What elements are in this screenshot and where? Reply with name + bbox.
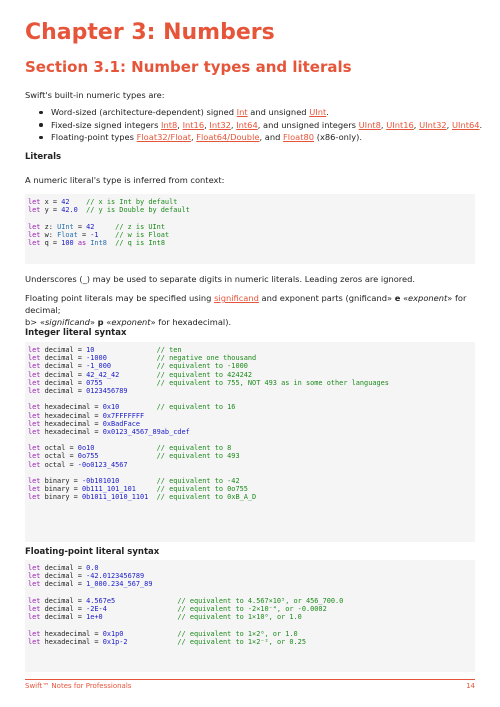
- footer-book-title: Swift™ Notes for Professionals: [25, 682, 132, 690]
- code-line: [28, 452, 475, 460]
- code-token: hexadecimal =: [40, 419, 103, 428]
- code-token: let: [28, 613, 41, 622]
- code-token: -0b101010: [81, 477, 120, 485]
- code-token: 0b111_101_101: [81, 485, 136, 494]
- link-float80[interactable]: Float80: [283, 132, 315, 142]
- code-line: [28, 589, 475, 597]
- code-token: // equivalent to 0o755: [135, 485, 248, 494]
- code-token: // equivalent to -2×10⁻⁴, or -0.0002: [106, 604, 327, 613]
- code-token: // equivalent to 1×10⁰, or 1.0: [102, 613, 302, 622]
- code-line: [28, 605, 475, 613]
- code-line: [28, 621, 475, 629]
- code-token: // equivalent to 16: [119, 403, 236, 412]
- code-token: w:: [40, 230, 58, 239]
- code-line: [28, 371, 475, 379]
- code-line: [28, 493, 475, 501]
- integer-syntax-heading: Integer literal syntax: [25, 328, 127, 338]
- code-line: [28, 444, 475, 452]
- code-token: 42: [61, 198, 70, 206]
- code-token: 0x1p-2: [102, 637, 128, 646]
- code-token: let: [28, 444, 41, 453]
- code-token: let: [28, 477, 41, 485]
- underscores-text: Underscores (_) may be used to separate digits in numeric literals. Leading zeros are ignored.: [25, 274, 416, 284]
- code-token: // equivalent to 493: [98, 452, 240, 461]
- code-token: -2E-4: [86, 604, 107, 613]
- code-token: // ten: [94, 346, 182, 354]
- code-token: 0x10: [102, 403, 120, 412]
- code-token: decimal =: [40, 580, 87, 589]
- code-token: binary =: [40, 493, 82, 502]
- code-token: 0x7FFFFFFF: [102, 411, 145, 420]
- code-token: decimal =: [40, 354, 87, 363]
- code-token: UInt: [57, 222, 74, 231]
- code-token: let: [28, 629, 41, 638]
- code-token: let: [28, 427, 41, 436]
- float-literal-text: Floating point literals may be specified using significand and exponent parts (gnificand» e «exponent» for decimal; b> «significand» p «exponent» for hexadecimal).: [25, 293, 467, 327]
- code-token: x =: [40, 198, 62, 206]
- chapter-title: Chapter 3: Numbers: [25, 20, 275, 45]
- link-uint64[interactable]: UInt64: [451, 119, 480, 130]
- link-int32[interactable]: Int32: [209, 119, 231, 130]
- code-token: y =: [40, 206, 62, 215]
- code-token: -0o0123_4567: [77, 460, 128, 469]
- code-token: -1: [90, 230, 99, 239]
- code-token: -1_000: [86, 362, 111, 371]
- code-line: [28, 572, 475, 580]
- code-token: 0x0123_4567_89ab_cdef: [102, 427, 190, 436]
- literals-heading: Literals: [25, 152, 62, 162]
- code-token: let: [28, 572, 41, 581]
- code-token: 42.0: [61, 206, 78, 215]
- code-line: [28, 206, 475, 214]
- code-block-literals: [25, 194, 475, 264]
- code-token: // negative one thousand: [106, 354, 257, 363]
- code-token: // equivalent to 755, NOT 493 as in some other languages: [102, 378, 389, 387]
- code-token: 10: [86, 346, 95, 354]
- code-line: [28, 638, 475, 646]
- code-token: let: [28, 460, 41, 469]
- code-token: 0x1p0: [102, 629, 124, 638]
- code-line: [28, 223, 475, 231]
- code-line: [28, 428, 475, 436]
- code-token: decimal =: [40, 596, 87, 605]
- code-token: // equivalent to -42: [119, 477, 240, 485]
- code-token: let: [28, 206, 41, 215]
- code-line: [28, 354, 475, 362]
- code-token: decimal =: [40, 346, 87, 354]
- page-footer: [25, 679, 475, 690]
- code-token: let: [28, 238, 41, 247]
- code-token: 0.0: [86, 564, 99, 572]
- code-token: let: [28, 493, 41, 502]
- code-line: [28, 362, 475, 370]
- link-int[interactable]: Int: [236, 107, 248, 117]
- numeric-types-list: [25, 106, 482, 144]
- code-token: // equivalent to 1×2⁻², or 0.25: [127, 637, 306, 646]
- code-token: // z is UInt: [94, 222, 165, 231]
- link-uint8[interactable]: UInt8: [358, 119, 381, 130]
- code-token: hexadecimal =: [40, 427, 103, 436]
- code-token: // x is Int by default: [69, 198, 178, 206]
- code-token: -1000: [86, 354, 107, 363]
- code-token: 0b1011_1010_1101: [81, 493, 149, 502]
- link-significand[interactable]: significand: [214, 293, 259, 303]
- code-line: [28, 239, 475, 247]
- code-token: let: [28, 452, 41, 461]
- code-token: // q is Int8: [106, 238, 165, 247]
- link-uint[interactable]: UInt: [309, 107, 327, 117]
- code-token: // equivalent to 8: [94, 444, 232, 453]
- code-token: let: [28, 411, 41, 420]
- code-token: 1e+0: [86, 613, 103, 622]
- code-token: 4.567e5: [86, 596, 116, 605]
- code-block-float-syntax: [25, 560, 475, 672]
- code-line: [28, 469, 475, 477]
- code-token: let: [28, 222, 41, 231]
- code-token: 0123456789: [86, 386, 128, 395]
- list-item: Floating-point types Float32/Float, Float64/Double, and Float80 (x86-only).: [25, 131, 482, 144]
- code-token: decimal =: [40, 604, 87, 613]
- code-token: let: [28, 485, 41, 494]
- code-token: // w is Float: [98, 230, 170, 239]
- code-token: let: [28, 230, 41, 239]
- code-token: decimal =: [40, 386, 87, 395]
- code-token: // y is Double by default: [77, 206, 190, 215]
- code-line: [28, 214, 475, 222]
- code-token: Float: [57, 230, 78, 239]
- link-int8[interactable]: Int8: [161, 119, 178, 130]
- code-token: q =: [40, 238, 62, 247]
- code-token: =: [77, 230, 91, 239]
- code-line: [28, 485, 475, 493]
- code-token: let: [28, 403, 41, 412]
- code-block-integer-syntax: [25, 342, 475, 542]
- link-uint32[interactable]: UInt32: [419, 119, 447, 130]
- code-line: [28, 412, 475, 420]
- code-token: octal =: [40, 444, 78, 453]
- code-line: [28, 564, 475, 572]
- code-token: 42: [86, 222, 95, 231]
- code-token: decimal =: [40, 572, 87, 581]
- code-token: // equivalent to 1×2⁰, or 1.0: [123, 629, 298, 638]
- code-line: [28, 346, 475, 354]
- link-int16[interactable]: Int16: [182, 119, 205, 130]
- code-line: [28, 387, 475, 395]
- code-token: let: [28, 370, 41, 379]
- code-token: 0755: [86, 378, 103, 387]
- code-token: decimal =: [40, 370, 87, 379]
- code-token: let: [28, 198, 41, 206]
- intro-text: Swift's built-in numeric types are:: [25, 90, 165, 100]
- code-token: 0xBadFace: [102, 419, 141, 428]
- code-token: as: [77, 238, 87, 247]
- code-token: =: [73, 222, 87, 231]
- code-token: octal =: [40, 452, 78, 461]
- code-token: // equivalent to 4.567×10⁵, or 456_700.0: [115, 596, 344, 605]
- code-token: hexadecimal =: [40, 629, 103, 638]
- code-token: 0o10: [77, 444, 95, 453]
- code-token: decimal =: [40, 564, 87, 572]
- code-token: z:: [40, 222, 58, 231]
- code-token: -42.0123456789: [86, 572, 145, 581]
- link-float64[interactable]: Float64/Double: [196, 132, 260, 142]
- code-line: [28, 395, 475, 403]
- code-line: [28, 231, 475, 239]
- code-token: decimal =: [40, 613, 87, 622]
- float-syntax-heading: Floating-point literal syntax: [25, 547, 160, 557]
- code-line: [28, 461, 475, 469]
- code-line: [28, 198, 475, 206]
- list-item: Fixed-size signed integers Int8, Int16, Int32, Int64, and unsigned integers UInt8, UInt16, UInt32, UInt64.: [25, 119, 482, 132]
- code-token: Int8: [90, 238, 107, 247]
- code-token: // equivalent to -1000: [111, 362, 248, 371]
- code-line: [28, 630, 475, 638]
- code-token: let: [28, 419, 41, 428]
- code-token: let: [28, 354, 41, 363]
- code-line: [28, 403, 475, 411]
- code-token: let: [28, 604, 41, 613]
- code-token: let: [28, 580, 41, 589]
- code-token: 42_42_42: [86, 370, 120, 379]
- code-token: decimal =: [40, 362, 87, 371]
- code-token: let: [28, 637, 41, 646]
- code-token: decimal =: [40, 378, 87, 387]
- code-line: [28, 436, 475, 444]
- code-line: [28, 597, 475, 605]
- section-title: Section 3.1: Number types and literals: [25, 58, 352, 76]
- page-number: 14: [466, 682, 475, 690]
- link-uint16[interactable]: UInt16: [386, 119, 414, 130]
- link-int64[interactable]: Int64: [236, 119, 258, 130]
- code-token: 1_000.234_567_89: [86, 580, 153, 589]
- code-token: 100: [61, 238, 74, 247]
- code-token: // equivalent to 424242: [119, 370, 253, 379]
- link-float32[interactable]: Float32/Float: [136, 132, 191, 142]
- code-token: // equivalent to 0xB_A_D: [148, 493, 257, 502]
- code-token: let: [28, 386, 41, 395]
- literals-intro: A numeric literal's type is inferred from context:: [25, 175, 225, 185]
- code-token: 0o755: [77, 452, 99, 461]
- code-token: let: [28, 362, 41, 371]
- code-line: [28, 613, 475, 621]
- code-token: let: [28, 596, 41, 605]
- code-token: binary =: [40, 485, 82, 494]
- code-line: [28, 379, 475, 387]
- code-token: let: [28, 378, 41, 387]
- code-token: hexadecimal =: [40, 403, 103, 412]
- code-line: [28, 420, 475, 428]
- code-token: let: [28, 564, 41, 572]
- code-token: octal =: [40, 460, 78, 469]
- list-item: Word-sized (architecture-dependent) signed Int and unsigned UInt.: [25, 106, 482, 119]
- code-line: [28, 477, 475, 485]
- code-token: let: [28, 346, 41, 354]
- code-token: hexadecimal =: [40, 411, 103, 420]
- code-token: hexadecimal =: [40, 637, 103, 646]
- code-token: binary =: [40, 477, 82, 485]
- code-line: [28, 580, 475, 588]
